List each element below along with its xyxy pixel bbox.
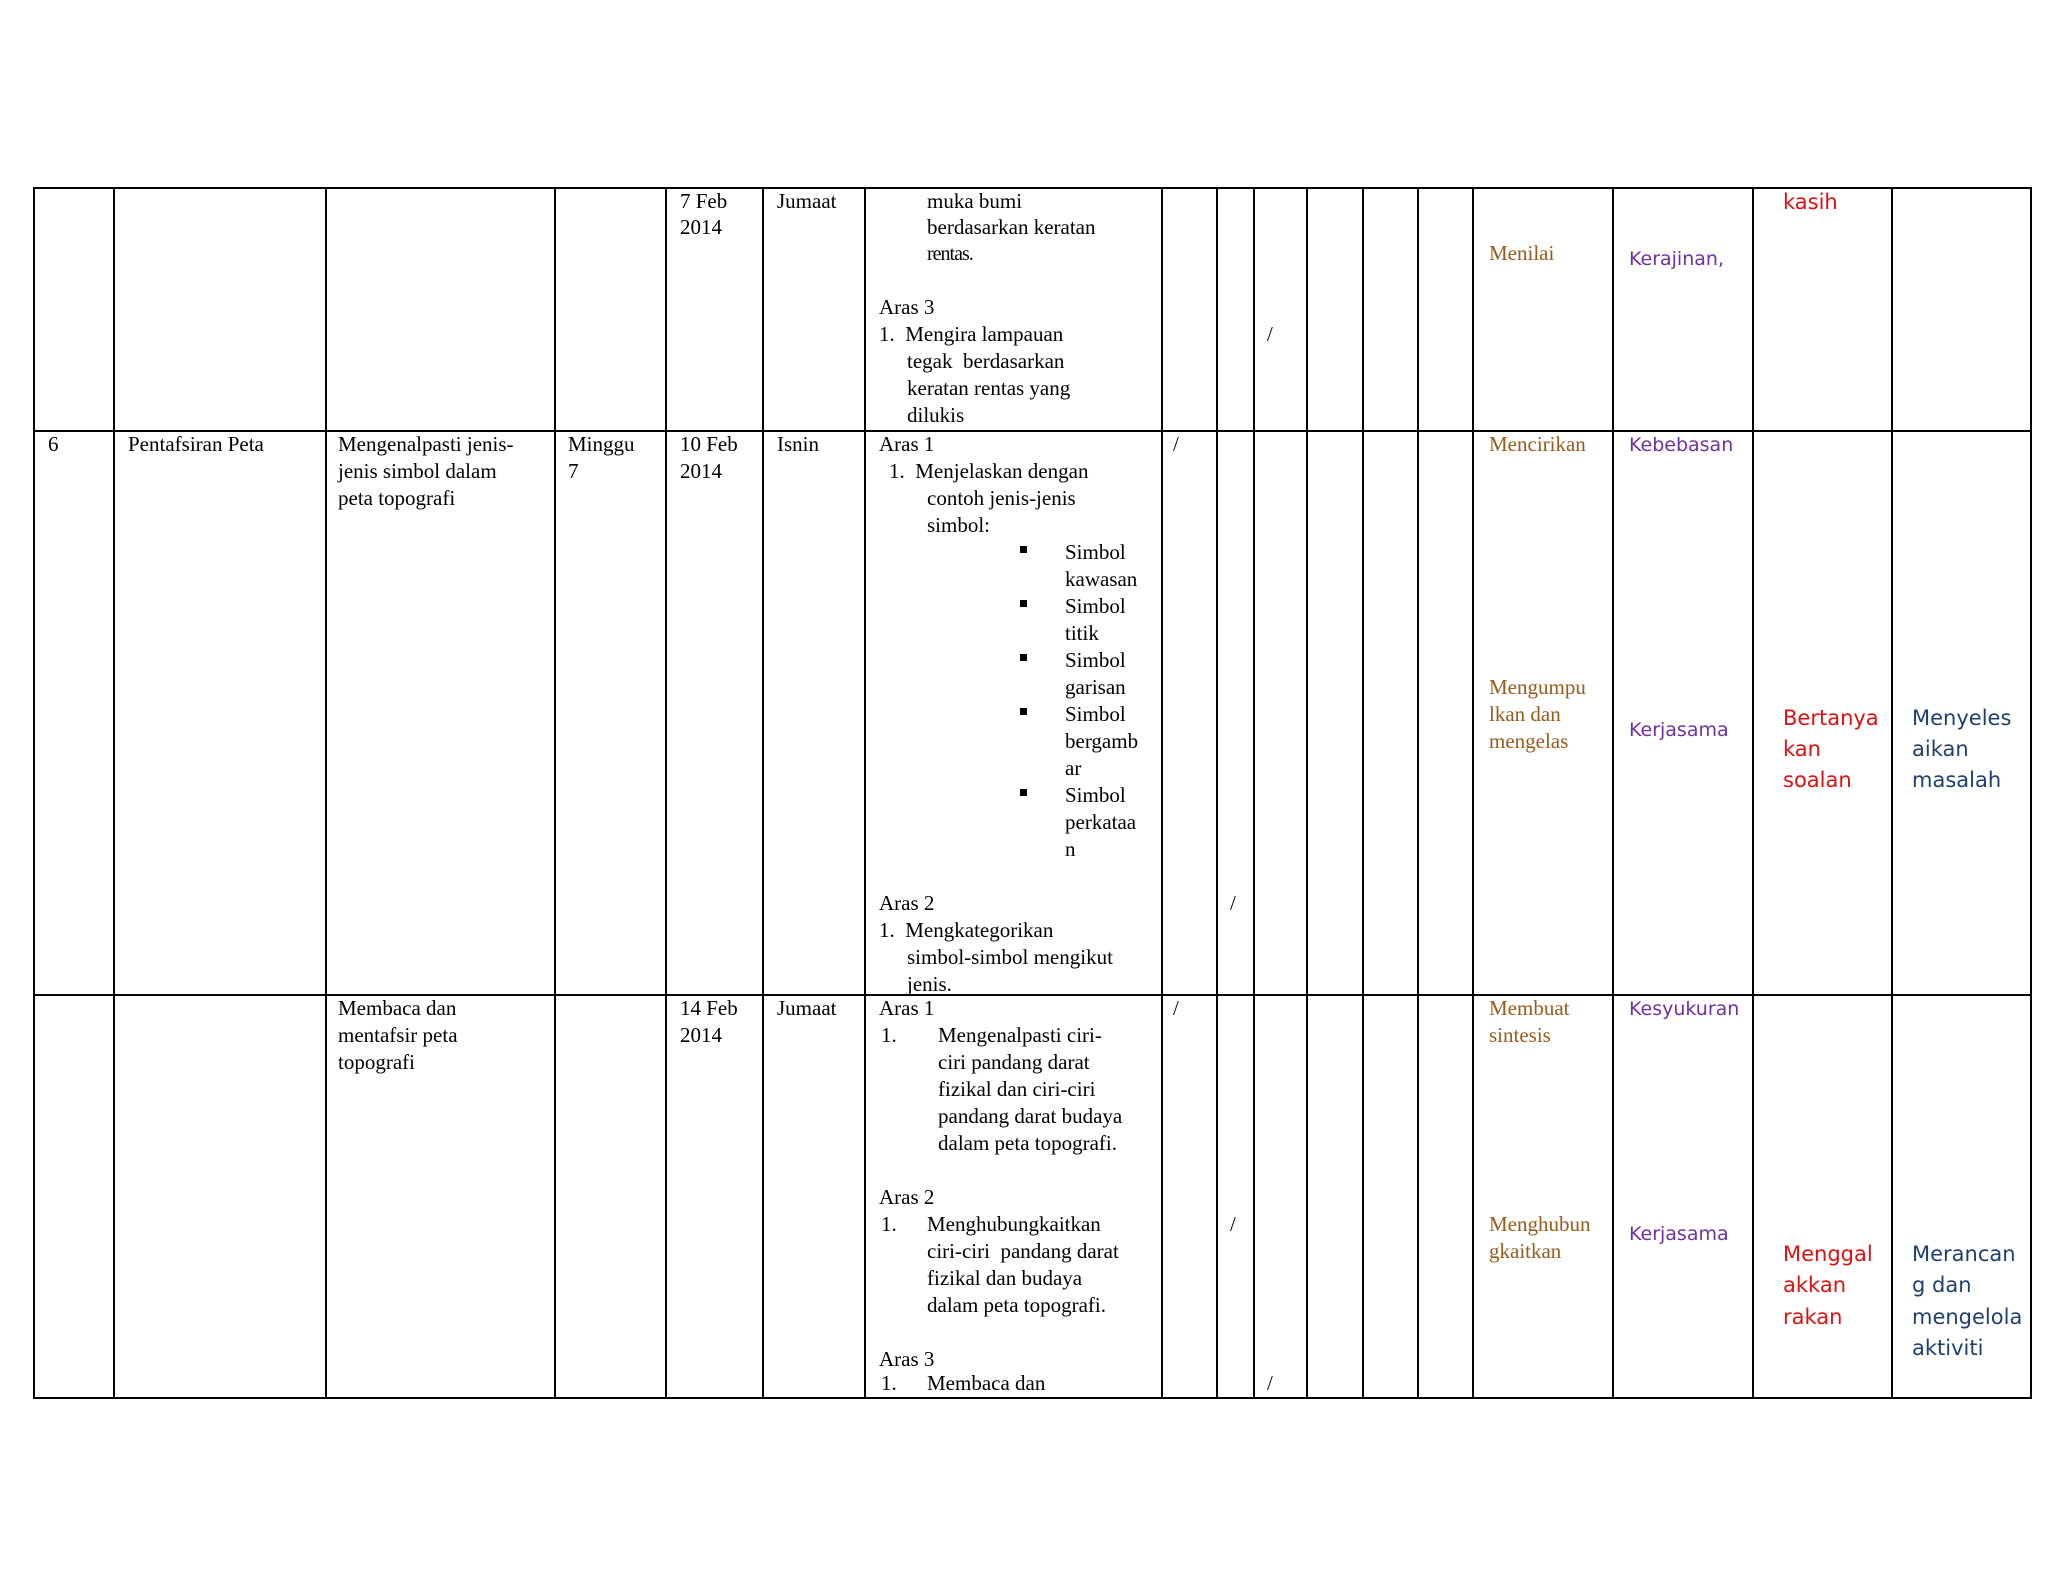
row-b-objective: Mengenalpasti jenis- bbox=[338, 432, 514, 456]
column-divider bbox=[1161, 189, 1163, 1397]
row-c-strategi: g dan bbox=[1912, 1273, 1972, 1297]
row-c-aras1-item: ciri pandang darat bbox=[938, 1050, 1090, 1074]
row-c-aras2-item: ciri-ciri pandang darat bbox=[927, 1239, 1119, 1263]
row-b-mark: / bbox=[1230, 891, 1236, 915]
row-b-number: 6 bbox=[48, 432, 59, 456]
column-divider bbox=[1891, 189, 1893, 1397]
row-b-symbol-item: bergamb bbox=[1065, 729, 1139, 753]
row-b-symbol-item: perkataa bbox=[1065, 810, 1137, 834]
row-b-symbol-item: kawasan bbox=[1065, 567, 1138, 591]
row-b-kemahiran: soalan bbox=[1783, 768, 1852, 792]
row-c-objective: topografi bbox=[338, 1050, 415, 1074]
row-b-week: Minggu bbox=[568, 432, 635, 456]
row-a-aras3-item: tegak berdasarkan bbox=[907, 349, 1065, 373]
row-b-aras1-item: simbol: bbox=[927, 513, 991, 537]
column-divider bbox=[665, 189, 667, 1397]
column-divider bbox=[1417, 189, 1419, 1397]
column-divider bbox=[554, 189, 556, 1397]
row-c-kbat: Membuat bbox=[1489, 996, 1570, 1020]
row-b-aras2-heading: Aras 2 bbox=[879, 891, 935, 915]
row-c-kbat: Menghubun bbox=[1489, 1212, 1591, 1236]
row-b-symbol-item: Simbol bbox=[1065, 783, 1126, 807]
row-b-symbol-item: ar bbox=[1065, 756, 1082, 780]
row-b-nilai: Kerjasama bbox=[1629, 719, 1729, 741]
row-b-date-line2: 2014 bbox=[680, 459, 722, 483]
row-b-aras1-item: 1. Menjelaskan dengan bbox=[889, 459, 1089, 483]
row-a-aras1-cont: muka bumi bbox=[927, 189, 1023, 213]
row-c-mark: / bbox=[1173, 996, 1179, 1020]
row-b-symbol-item: Simbol bbox=[1065, 702, 1126, 726]
row-b-symbol-item: titik bbox=[1065, 621, 1099, 645]
row-b-objective: jenis simbol dalam bbox=[338, 459, 497, 483]
row-c-nilai: Kerjasama bbox=[1629, 1223, 1729, 1245]
row-b-kbat: mengelas bbox=[1489, 729, 1569, 753]
row-b-symbol-item: Simbol bbox=[1065, 648, 1126, 672]
row-c-aras2-number: 1. bbox=[881, 1212, 897, 1236]
row-c-objective: mentafsir peta bbox=[338, 1023, 458, 1047]
row-c-aras1-heading: Aras 1 bbox=[879, 996, 935, 1020]
column-divider bbox=[325, 189, 327, 1397]
column-divider bbox=[1472, 189, 1474, 1397]
column-divider bbox=[113, 189, 115, 1397]
row-b-aras2-item: 1. Mengkategorikan bbox=[879, 918, 1054, 942]
row-c-strategi: mengelola bbox=[1912, 1305, 2023, 1329]
row-c-mark: / bbox=[1267, 1371, 1273, 1395]
row-b-symbol-item: n bbox=[1065, 837, 1076, 861]
row-c-kemahiran: rakan bbox=[1783, 1305, 1843, 1329]
row-c-aras1-item: Mengenalpasti ciri- bbox=[938, 1023, 1102, 1047]
row-b-aras2-item: jenis. bbox=[907, 972, 952, 996]
row-c-objective: Membaca dan bbox=[338, 996, 457, 1020]
row-b-strategi: Menyeles bbox=[1912, 706, 2012, 730]
row-c-aras3-heading: Aras 3 bbox=[879, 1347, 935, 1371]
row-c-mark: / bbox=[1230, 1212, 1236, 1236]
row-a-kbat: Menilai bbox=[1489, 241, 1555, 265]
row-a-kemahiran: kasih bbox=[1783, 190, 1838, 214]
row-c-aras2-item: dalam peta topografi. bbox=[927, 1293, 1107, 1317]
row-a-aras1-cont: rentas. bbox=[927, 243, 973, 265]
row-b-topic: Pentafsiran Peta bbox=[128, 432, 264, 456]
row-a-day: Jumaat bbox=[777, 189, 837, 213]
bullet-icon bbox=[1020, 654, 1027, 661]
row-a-date-line1: 7 Feb bbox=[680, 189, 728, 213]
row-a-aras3-item: dilukis bbox=[907, 403, 965, 427]
row-b-aras1-heading: Aras 1 bbox=[879, 432, 935, 456]
row-a-aras3-item: keratan rentas yang bbox=[907, 376, 1071, 400]
row-c-date-line2: 2014 bbox=[680, 1023, 722, 1047]
row-b-strategi: aikan bbox=[1912, 737, 1969, 761]
row-b-aras2-item: simbol-simbol mengikut bbox=[907, 945, 1113, 969]
column-divider bbox=[1253, 189, 1255, 1397]
row-b-kbat: Mengumpu bbox=[1489, 675, 1586, 699]
row-b-day: Isnin bbox=[777, 432, 819, 456]
row-c-date-line1: 14 Feb bbox=[680, 996, 738, 1020]
row-b-aras1-item: contoh jenis-jenis bbox=[927, 486, 1076, 510]
row-c-aras1-item: dalam peta topografi. bbox=[938, 1131, 1118, 1155]
row-b-symbol-item: Simbol bbox=[1065, 540, 1126, 564]
row-c-aras2-item: fizikal dan budaya bbox=[927, 1266, 1083, 1290]
row-b-symbol-item: garisan bbox=[1065, 675, 1126, 699]
column-divider bbox=[1306, 189, 1308, 1397]
row-c-aras1-number: 1. bbox=[881, 1023, 897, 1047]
row-b-kbat: lkan dan bbox=[1489, 702, 1561, 726]
row-a-mark: / bbox=[1267, 322, 1273, 346]
row-a-aras3-item: 1. Mengira lampauan bbox=[879, 322, 1064, 346]
row-c-aras2-heading: Aras 2 bbox=[879, 1185, 935, 1209]
bullet-icon bbox=[1020, 708, 1027, 715]
row-c-day: Jumaat bbox=[777, 996, 837, 1020]
row-c-aras3-item: Membaca dan bbox=[927, 1371, 1046, 1395]
row-b-kemahiran: Bertanya bbox=[1783, 706, 1879, 730]
row-c-aras2-item: Menghubungkaitkan bbox=[927, 1212, 1101, 1236]
row-b-objective: peta topografi bbox=[338, 486, 456, 510]
row-c-aras3-number: 1. bbox=[881, 1371, 897, 1395]
row-c-aras1-item: fizikal dan ciri-ciri bbox=[938, 1077, 1096, 1101]
row-b-nilai: Kebebasan bbox=[1629, 434, 1734, 456]
row-b-kbat: Mencirikan bbox=[1489, 432, 1586, 456]
column-divider bbox=[864, 189, 866, 1397]
row-a-aras1-cont: berdasarkan keratan bbox=[927, 215, 1096, 239]
row-a-aras3-heading: Aras 3 bbox=[879, 295, 935, 319]
row-c-aras1-item: pandang darat budaya bbox=[938, 1104, 1123, 1128]
row-c-kbat: sintesis bbox=[1489, 1023, 1551, 1047]
row-b-symbol-item: Simbol bbox=[1065, 594, 1126, 618]
column-divider bbox=[1216, 189, 1218, 1397]
bullet-icon bbox=[1020, 789, 1027, 796]
row-c-strategi: aktiviti bbox=[1912, 1336, 1984, 1360]
bullet-icon bbox=[1020, 600, 1027, 607]
row-a-nilai: Kerajinan, bbox=[1629, 248, 1724, 270]
row-b-date-line1: 10 Feb bbox=[680, 432, 738, 456]
row-c-nilai: Kesyukuran bbox=[1629, 998, 1740, 1020]
column-divider bbox=[1752, 189, 1754, 1397]
row-b-strategi: masalah bbox=[1912, 768, 2002, 792]
bullet-icon bbox=[1020, 546, 1027, 553]
column-divider bbox=[762, 189, 764, 1397]
row-b-kemahiran: kan bbox=[1783, 737, 1821, 761]
row-b-week: 7 bbox=[568, 459, 579, 483]
row-c-strategi: Merancan bbox=[1912, 1242, 2016, 1266]
row-c-kbat: gkaitkan bbox=[1489, 1239, 1562, 1263]
column-divider bbox=[1362, 189, 1364, 1397]
column-divider bbox=[1612, 189, 1614, 1397]
row-c-kemahiran: akkan bbox=[1783, 1273, 1846, 1297]
row-a-date-line2: 2014 bbox=[680, 215, 722, 239]
row-c-kemahiran: Menggal bbox=[1783, 1242, 1873, 1266]
row-b-mark: / bbox=[1173, 432, 1179, 456]
